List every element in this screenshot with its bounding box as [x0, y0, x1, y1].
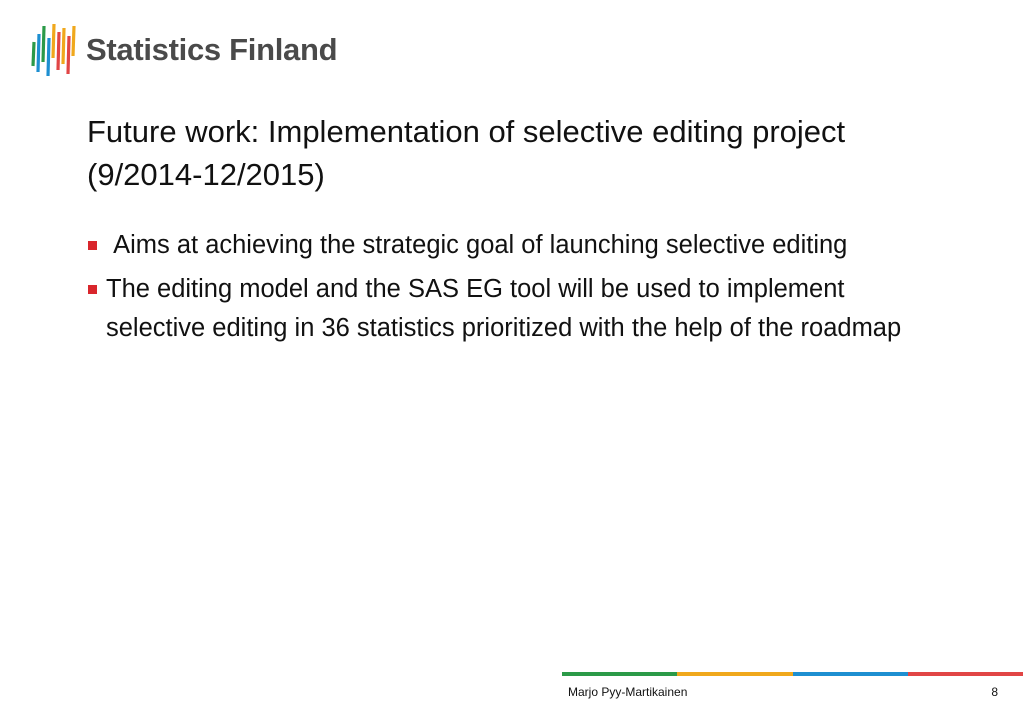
footer-bar-red: [908, 672, 1023, 676]
logo-text: Statistics Finland: [86, 32, 338, 67]
page-number: 8: [991, 685, 998, 699]
statistics-finland-logo-icon: [30, 22, 78, 78]
footer-color-bar: [562, 672, 1023, 676]
bullet-text: Aims at achieving the strategic goal of launching selective editing: [106, 231, 848, 259]
statistics-finland-logo: [30, 22, 370, 80]
footer-bar-yellow: [677, 672, 792, 676]
square-bullet-icon: [88, 241, 97, 250]
bullet-item: [87, 226, 947, 265]
bullet-item: [87, 270, 947, 348]
slide-title: Future work: Implementation of selective editing project (9/2014-12/2015): [87, 114, 846, 192]
bullet-list: [87, 226, 947, 353]
bullet-text: The editing model and the SAS EG tool will be used to implement selective editing in 36 statistics prioritized with the help of the roadmap: [106, 275, 902, 342]
footer-author: Marjo Pyy-Martikainen: [568, 685, 688, 699]
footer-bar-blue: [793, 672, 908, 676]
footer-bar-green: [562, 672, 677, 676]
square-bullet-icon: [88, 285, 97, 294]
